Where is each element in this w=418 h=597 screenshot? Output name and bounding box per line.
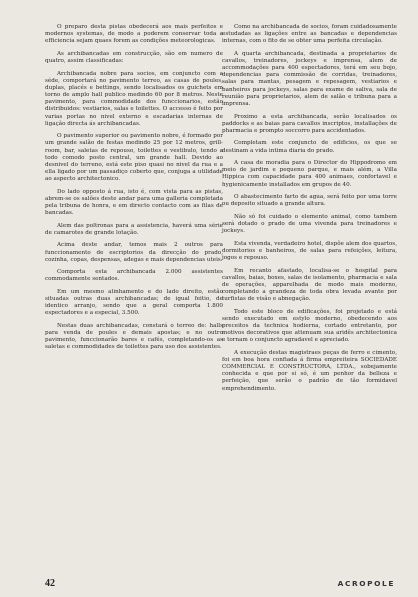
paragraph: As archibancadas em construcção, são em numero de quatro, assim classificadas: [45,50,223,65]
paragraph: A quarta archibancada, destinada a proprietarios de cavallos, treinadores, jockeys e imprensa, alem de accommodações para 400 espectadores, terá em seu bojo, dependencias para commissão de corridas, treinadores, salas para mantas, pesagem e repesagem, vestiarios e banheiros para jockeys, salas para exame de saliva, sala de reunião para proprietarios, alem de salão e tribuna para a imprensa. [222,50,397,107]
paragraph: O abastecimento farto de agua, será feito por uma torre ou deposito situado a grande altura. [222,194,397,208]
paragraph: Todo este bloco de edificações, foi projetado e está sendo executado em estylo moderno, obedecendo aos preceitos da technica hodierna, cortado entretanto, por motivos decorativos que attenuam sua aridês architectonica e tornam o conjuncto agradavel e apreciado. [222,308,397,344]
page-number: 42 [45,578,55,589]
paragraph: O pavimento superior ou pavimento nobre, é formado por um grande salão de festas medindo 25 por 12 metros, grill-room, bar, saletas de repouso, toilettes e vestibulo, tendo a todo comodo posto central, um grande hall. Devido ao desnivel do terreno, está este piso quasi no nivel da rua e a ella ligado por um passadiço coberto que, conjuga a utilidade ao aspecto architectonico. [45,133,223,183]
paragraph: Comporta esta archibancada 2.000 assistentes commodamente sentados. [45,269,223,283]
paragraph: Em recanto afastado, localisa-se o hospital para cavallos, baias, boxes, salas de isolamento, pharmacia e sala de operações, apparelhada de modo mais moderno, completando a grandeza de toda obra levada avante por turfistas de visão e abnegação. [222,267,397,303]
paragraph: Completam este conjuncto de edificios, os que se destinam a vida intima diaria do prado. [222,140,397,154]
paragraph: A execução destas magistraes peças de ferro e cimento, foi em boa hora confiada á firma empreiteira SOCIEDADE COMMERCIAL E CONSTRUCTORA, LTDA., sobejamente conhecida e que por si só, é um penhor da belleza e perfeição, que serão o padrão de tão formidavel emprehendimento. [222,349,397,392]
magazine-name: ACROPOLE [337,579,395,588]
paragraph: Esta vivenda, verdadeiro hotel, dispõe alem dos quartos, dormitorios e banheiros, de salas para refeições, leitura, jogos e repouso. [222,240,397,261]
right-text-column [222,24,397,398]
paragraph: Como na archibancada de socios, foram cuidadosamente estudadas as ligações entre as bancadas e dependencias internas, com o fito de se obter uma perfeita circulação. [222,24,397,45]
paragraph: Não só foi cuidado o elemento animal, como tambem será dotado o prado de uma vivenda para treinadores e jockeys. [222,213,397,235]
paragraph: A casa de moradia para o Director do Hippodromo em meio de jardim e pequeno parque, e mais além, a Villa Hippica com capacidade para 400 animaes, confortavel e hygienicamente installados em grupos de 40. [222,160,397,188]
page-footer [45,578,395,590]
left-text-column [45,24,223,357]
paragraph: Nestas duas archibancadas, constará o terreo de: halls para venda de poules e demais apostas; e no outro pavimento, funccionarão bares e cafés, completando-os as saletas e commodidades de toilettes para uso dos assistentes. [45,322,223,351]
paragraph: Archibancada nobre para socios, em conjuncto com a séde, comportará no pavimento terreo, as casas de poules, duplas, placés e bettings, sendo localisados os guichets em torno de amplo hall publico medindo 60 por 8 metros. Neste pavimento, para commodidade dos funccionarios, estão distribuidos: vestiarios, salas e toilettes. O accesso é feito por varias portas no nivel externo e escadarias internas de ligação directa ás archibancadas. [45,70,223,127]
paragraph: Alem das poltronas para a assistencia, haverá uma série de camarotes de grande lotação. [45,222,223,236]
paragraph: Em um mesmo alinhamento e do lado direito, estão situadas outras duas archibancadas; de igual feitio, de identico arranjo, sendo que a geral comporta 1.800 espectadores e a especial, 3.500. [45,288,223,317]
paragraph: Do lado opposto á rua, isto é, com vista para as pistas, abrem-se os salões deste andar para uma galleria completada pela tribuna de honra, e em directo contacto com as filas de bancadas. [45,188,223,217]
paragraph: Acima deste andar, temos mais 2 outros para funccionamento de escriptorios da direcção do prado, cozinha, copas, despensas, adegas e mais dependencias uteis. [45,242,223,263]
paragraph: Proximo a esta archibancada, serão localisados os paddocks e as baias para cavallos inscriptos, installações de pharmacia e prompto soccorro para accidentados. [222,113,397,134]
paragraph: O preparo desta pistas obedecerá aos mais perfeitos e modernos systemas, de modo a poderem conservar toda a efficiencia sejam quaes forem as condições meteorologicas. [45,24,223,45]
